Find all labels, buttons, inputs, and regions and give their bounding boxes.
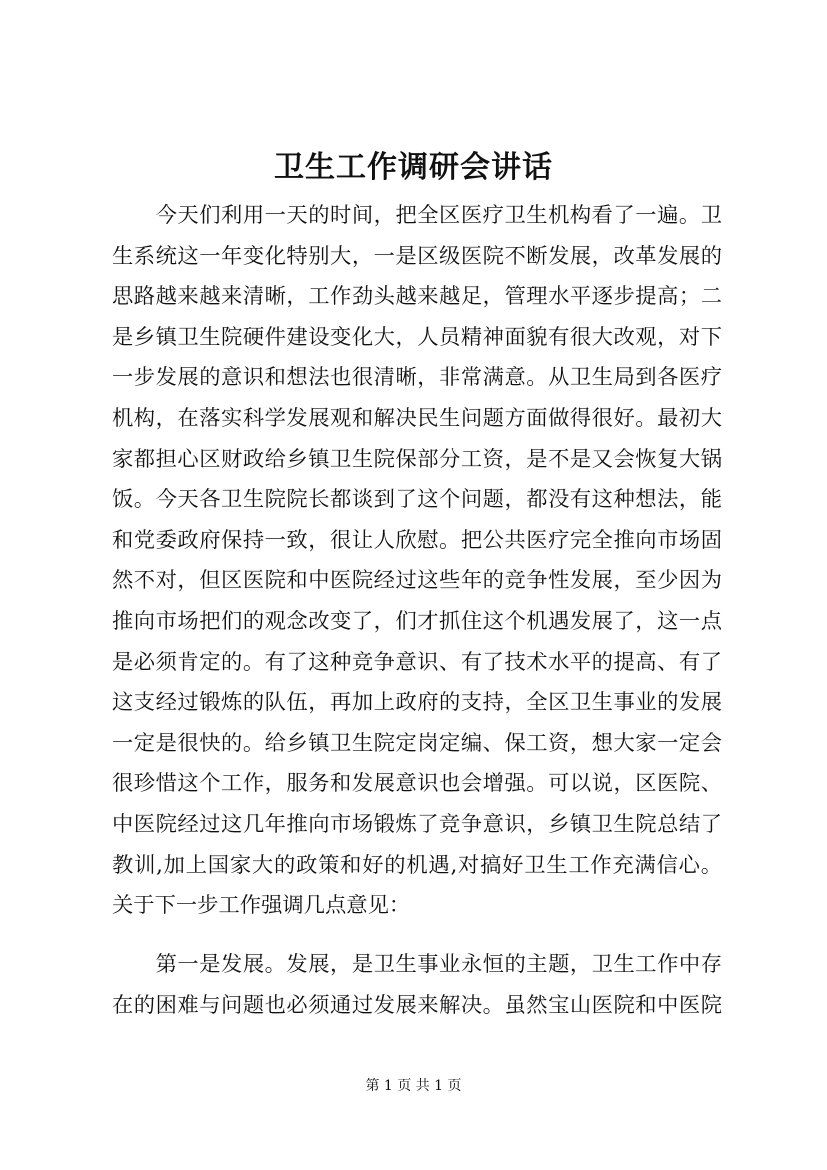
text-line: 第一是发展。发展，是卫生事业永恒的主题，卫生工作中存 (112, 952, 722, 977)
text-line: 很珍惜这个工作，服务和发展意识也会增强。可以说，区医院、 (112, 771, 722, 797)
text-line: 饭。今天各卫生院院长都谈到了这个问题，都没有这种想法，能 (112, 487, 722, 513)
paragraph-development (112, 945, 722, 1026)
text-line: 教训,加上国家大的政策和好的机遇,对搞好卫生工作充满信心。 (112, 852, 722, 878)
text-line: 思路越来越来清晰，工作劲头越来越足，管理水平逐步提高；二 (112, 284, 722, 310)
text-line: 关于下一步工作强调几点意见： (112, 893, 411, 919)
text-line: 机构，在落实科学发展观和解决民生问题方面做得很好。最初大 (112, 405, 722, 431)
paragraph-intro (112, 196, 722, 927)
text-line: 是必须肯定的。有了这种竞争意识、有了技术水平的提高、有了 (112, 649, 722, 675)
text-line: 这支经过锻炼的队伍，再加上政府的支持，全区卫生事业的发展 (112, 690, 722, 716)
text-line: 是乡镇卫生院硬件建设变化大，人员精神面貌有很大改观，对下 (112, 324, 722, 350)
text-line: 一定是很快的。给乡镇卫生院定岗定编、保工资，想大家一定会 (112, 730, 722, 756)
text-line: 一步发展的意识和想法也很清晰，非常满意。从卫生局到各医疗 (112, 365, 722, 391)
text-line: 在的困难与问题也必须通过发展来解决。虽然宝山医院和中医院 (112, 992, 722, 1018)
text-line: 推向市场把们的观念改变了，们才抓住这个机遇发展了，这一点 (112, 608, 722, 634)
text-line: 然不对，但区医院和中医院经过这些年的竞争性发展，至少因为 (112, 568, 722, 594)
text-line: 中医院经过这几年推向市场锻炼了竞争意识，乡镇卫生院总结了 (112, 811, 722, 837)
text-line: 生系统这一年变化特别大，一是区级医院不断发展，改革发展的 (112, 243, 722, 269)
text-line: 家都担心区财政给乡镇卫生院保部分工资，是不是又会恢复大锅 (112, 446, 722, 472)
text-line: 今天们利用一天的时间，把全区医疗卫生机构看了一遍。卫 (112, 203, 722, 228)
text-line: 和党委政府保持一致，很让人欣慰。把公共医疗完全推向市场固 (112, 527, 722, 553)
document-title: 卫生工作调研会讲话 (274, 150, 553, 185)
page-footer: 第 1 页 共 1 页 (365, 1078, 462, 1094)
